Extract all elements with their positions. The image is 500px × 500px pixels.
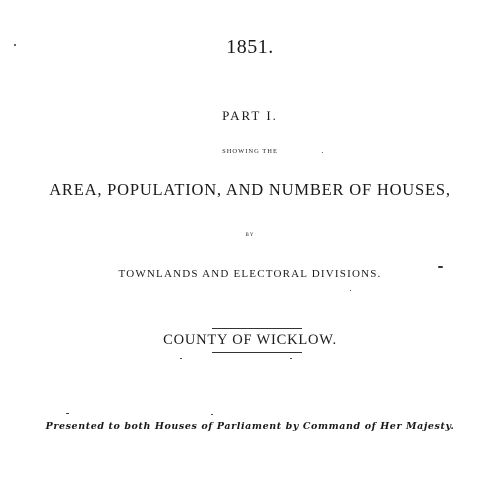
main-heading: AREA, POPULATION, AND NUMBER OF HOUSES, bbox=[49, 180, 451, 199]
scan-speck bbox=[66, 413, 69, 414]
presented-line: Presented to both Houses of Parliament by Command of Her Majesty. bbox=[45, 421, 455, 432]
scan-speck bbox=[180, 358, 182, 359]
scan-speck bbox=[211, 414, 213, 415]
census-year: 1851. bbox=[226, 36, 274, 58]
scan-speck bbox=[322, 152, 323, 153]
top-rule bbox=[212, 328, 302, 329]
scan-speck bbox=[438, 266, 443, 268]
part-title: PART I. bbox=[222, 108, 278, 123]
showing-label: SHOWING THE bbox=[222, 148, 278, 155]
running-header-fragment bbox=[0, 0, 500, 1]
sub-heading: TOWNLANDS AND ELECTORAL DIVISIONS. bbox=[118, 268, 382, 280]
scan-speck bbox=[14, 44, 16, 46]
by-label: BY bbox=[245, 233, 255, 238]
scan-speck bbox=[290, 358, 292, 359]
county-title: COUNTY OF WICKLOW. bbox=[163, 332, 337, 348]
bottom-rule bbox=[212, 352, 302, 353]
scan-speck bbox=[350, 290, 351, 291]
